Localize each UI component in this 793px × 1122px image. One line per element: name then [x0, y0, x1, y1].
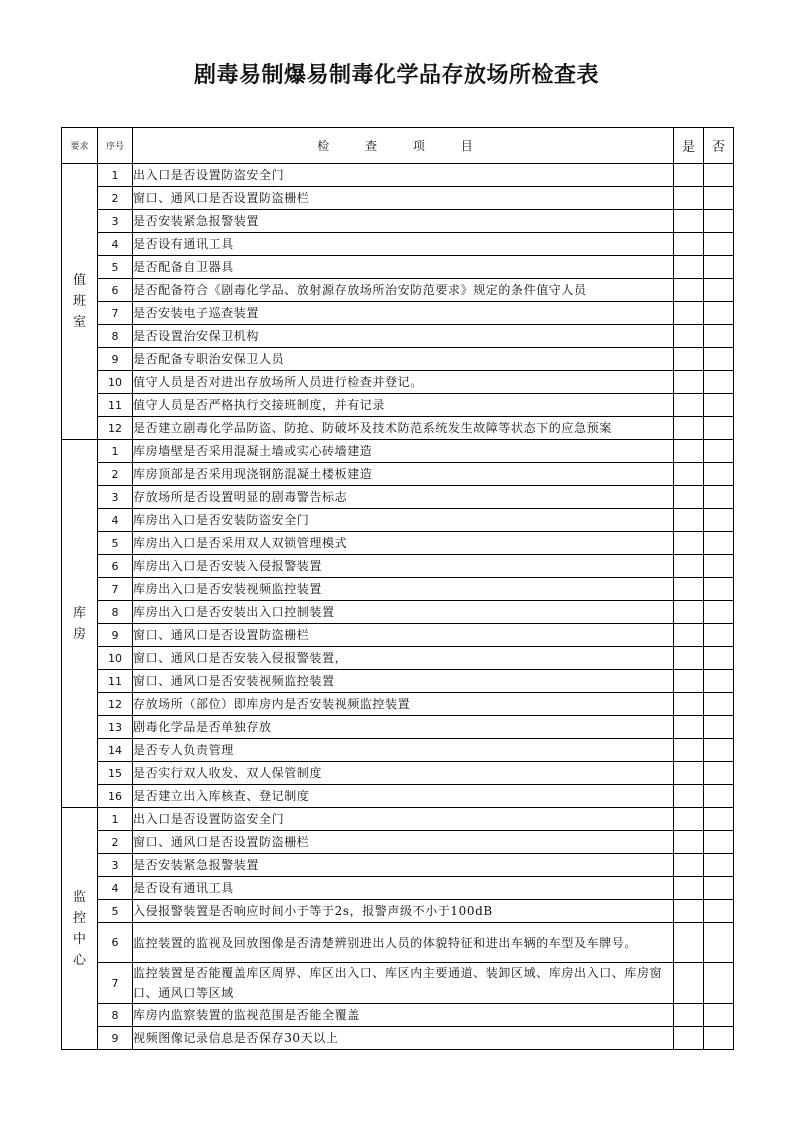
table-row — [62, 624, 734, 647]
row-number: 9 — [98, 624, 133, 647]
check-item-text: 监控装置的监视及回放图像是否清楚辨别进出人员的体貌特征和进出车辆的车型及车牌号。 — [133, 923, 674, 963]
check-yes-cell[interactable] — [674, 233, 704, 256]
check-yes-cell[interactable] — [674, 854, 704, 877]
table-row — [62, 963, 734, 1004]
check-item-text: 是否专人负责管理 — [133, 739, 674, 762]
check-yes-cell[interactable] — [674, 187, 704, 210]
check-item-text: 库房出入口是否安装入侵报警装置 — [133, 555, 674, 578]
check-item-text: 监控装置是否能覆盖库区周界、库区出入口、库区内主要通道、装卸区域、库房出入口、库房窗口、通风口等区域 — [133, 963, 674, 1004]
table-row — [62, 578, 734, 601]
check-no-cell[interactable] — [704, 601, 734, 624]
table-row — [62, 923, 734, 963]
check-yes-cell[interactable] — [674, 963, 704, 1004]
check-yes-cell[interactable] — [674, 601, 704, 624]
check-item-text: 库房出入口是否采用双人双锁管理模式 — [133, 532, 674, 555]
check-yes-cell[interactable] — [674, 877, 704, 900]
table-row — [62, 509, 734, 532]
table-row — [62, 831, 734, 854]
row-number: 16 — [98, 785, 133, 808]
check-item-text: 是否设有通讯工具 — [133, 877, 674, 900]
row-number: 7 — [98, 578, 133, 601]
check-item-text: 出入口是否设置防盗安全门 — [133, 164, 674, 187]
check-item-text: 是否安装紧急报警装置 — [133, 854, 674, 877]
table-body — [62, 164, 734, 1050]
table-row — [62, 440, 734, 463]
check-no-cell[interactable] — [704, 279, 734, 302]
row-number: 5 — [98, 900, 133, 923]
row-number: 13 — [98, 716, 133, 739]
table-row — [62, 187, 734, 210]
table-row — [62, 693, 734, 716]
check-no-cell[interactable] — [704, 785, 734, 808]
section-name: 监控中心 — [72, 889, 86, 968]
row-number: 4 — [98, 233, 133, 256]
check-yes-cell[interactable] — [674, 647, 704, 670]
check-no-cell[interactable] — [704, 348, 734, 371]
table-row — [62, 601, 734, 624]
row-number: 12 — [98, 693, 133, 716]
check-item-text: 出入口是否设置防盗安全门 — [133, 808, 674, 831]
row-number: 15 — [98, 762, 133, 785]
table-row — [62, 348, 734, 371]
row-number: 2 — [98, 463, 133, 486]
check-no-cell[interactable] — [704, 486, 734, 509]
inspection-table — [61, 127, 734, 1050]
check-yes-cell[interactable] — [674, 624, 704, 647]
check-item-text: 是否实行双人收发、双人保管制度 — [133, 762, 674, 785]
check-no-cell[interactable] — [704, 693, 734, 716]
row-number: 4 — [98, 509, 133, 532]
table-row — [62, 394, 734, 417]
table-row — [62, 555, 734, 578]
check-yes-cell[interactable] — [674, 417, 704, 440]
row-number: 9 — [98, 348, 133, 371]
row-number: 4 — [98, 877, 133, 900]
check-yes-cell[interactable] — [674, 463, 704, 486]
table-row — [62, 233, 734, 256]
check-no-cell[interactable] — [704, 302, 734, 325]
check-yes-cell[interactable] — [674, 693, 704, 716]
check-no-cell[interactable] — [704, 463, 734, 486]
check-no-cell[interactable] — [704, 210, 734, 233]
check-no-cell[interactable] — [704, 808, 734, 831]
page-title: 剧毒易制爆易制毒化学品存放场所检查表 — [193, 63, 599, 88]
section-name: 库房 — [72, 605, 86, 642]
table-row — [62, 877, 734, 900]
check-item-text: 库房出入口是否安装视频监控装置 — [133, 578, 674, 601]
section-label — [62, 808, 98, 1050]
check-no-cell[interactable] — [704, 670, 734, 693]
check-item-text: 值守人员是否对进出存放场所人员进行检查并登记。 — [133, 371, 674, 394]
row-number: 3 — [98, 854, 133, 877]
table-header-row — [62, 128, 734, 164]
row-number: 8 — [98, 325, 133, 348]
check-yes-cell[interactable] — [674, 486, 704, 509]
row-number: 10 — [98, 371, 133, 394]
check-item-text: 存放场所是否设置明显的剧毒警告标志 — [133, 486, 674, 509]
row-number: 1 — [98, 440, 133, 463]
check-yes-cell[interactable] — [674, 394, 704, 417]
section-name: 值班室 — [72, 273, 86, 330]
check-no-cell[interactable] — [704, 509, 734, 532]
check-no-cell[interactable] — [704, 1004, 734, 1027]
check-no-cell[interactable] — [704, 256, 734, 279]
check-item-text: 库房出入口是否安装出入口控制装置 — [133, 601, 674, 624]
check-item-text: 是否配备专职治安保卫人员 — [133, 348, 674, 371]
table-row — [62, 716, 734, 739]
check-item-text: 窗口、通风口是否安装视频监控装置 — [133, 670, 674, 693]
check-item-text: 入侵报警装置是否响应时间小于等于2s，报警声级不小于100dB — [133, 900, 674, 923]
row-number: 2 — [98, 831, 133, 854]
check-no-cell[interactable] — [704, 187, 734, 210]
row-number: 2 — [98, 187, 133, 210]
check-yes-cell[interactable] — [674, 1004, 704, 1027]
table-row — [62, 256, 734, 279]
row-number: 7 — [98, 302, 133, 325]
table-row — [62, 371, 734, 394]
check-item-text: 是否安装电子巡查装置 — [133, 302, 674, 325]
check-no-cell[interactable] — [704, 900, 734, 923]
row-number: 11 — [98, 670, 133, 693]
row-number: 11 — [98, 394, 133, 417]
check-yes-cell[interactable] — [674, 670, 704, 693]
check-yes-cell[interactable] — [674, 532, 704, 555]
check-yes-cell[interactable] — [674, 371, 704, 394]
check-no-cell[interactable] — [704, 164, 734, 187]
check-yes-cell[interactable] — [674, 716, 704, 739]
check-yes-cell[interactable] — [674, 164, 704, 187]
row-number: 9 — [98, 1027, 133, 1050]
table-row — [62, 739, 734, 762]
check-no-cell[interactable] — [704, 923, 734, 963]
check-item-text: 库房出入口是否安装防盗安全门 — [133, 509, 674, 532]
check-item-text: 视频图像记录信息是否保存30天以上 — [133, 1027, 674, 1050]
header-requirement: 要求 — [62, 128, 98, 164]
check-item-text: 窗口、通风口是否安装入侵报警装置， — [133, 647, 674, 670]
check-no-cell[interactable] — [704, 394, 734, 417]
check-item-text: 库房顶部是否采用现浇钢筋混凝土楼板建造 — [133, 463, 674, 486]
header-item: 检 查 项 目 — [133, 128, 674, 164]
check-item-text: 窗口、通风口是否设置防盗栅栏 — [133, 624, 674, 647]
row-number: 8 — [98, 601, 133, 624]
check-yes-cell[interactable] — [674, 1027, 704, 1050]
check-yes-cell[interactable] — [674, 210, 704, 233]
row-number: 6 — [98, 279, 133, 302]
check-no-cell[interactable] — [704, 440, 734, 463]
check-no-cell[interactable] — [704, 417, 734, 440]
check-no-cell[interactable] — [704, 233, 734, 256]
check-item-text: 窗口、通风口是否设置防盗栅栏 — [133, 831, 674, 854]
table-row — [62, 463, 734, 486]
row-number: 14 — [98, 739, 133, 762]
table-row — [62, 785, 734, 808]
row-number: 6 — [98, 555, 133, 578]
check-no-cell[interactable] — [704, 854, 734, 877]
table-row — [62, 854, 734, 877]
check-no-cell[interactable] — [704, 739, 734, 762]
section-label — [62, 164, 98, 440]
check-no-cell[interactable] — [704, 1027, 734, 1050]
check-yes-cell[interactable] — [674, 348, 704, 371]
table-row — [62, 486, 734, 509]
check-no-cell[interactable] — [704, 578, 734, 601]
table-row — [62, 210, 734, 233]
table-row — [62, 1004, 734, 1027]
check-yes-cell[interactable] — [674, 739, 704, 762]
table-row — [62, 808, 734, 831]
row-number: 5 — [98, 532, 133, 555]
check-yes-cell[interactable] — [674, 279, 704, 302]
check-no-cell[interactable] — [704, 555, 734, 578]
check-item-text: 值守人员是否严格执行交接班制度，并有记录 — [133, 394, 674, 417]
check-yes-cell[interactable] — [674, 578, 704, 601]
check-no-cell[interactable] — [704, 647, 734, 670]
check-item-text: 存放场所（部位）即库房内是否安装视频监控装置 — [133, 693, 674, 716]
check-yes-cell[interactable] — [674, 509, 704, 532]
check-yes-cell[interactable] — [674, 808, 704, 831]
table-row — [62, 279, 734, 302]
row-number: 1 — [98, 164, 133, 187]
check-item-text: 是否配备符合《剧毒化学品、放射源存放场所治安防范要求》规定的条件值守人员 — [133, 279, 674, 302]
row-number: 10 — [98, 647, 133, 670]
header-no: 否 — [704, 128, 734, 164]
check-no-cell[interactable] — [704, 624, 734, 647]
table-row — [62, 670, 734, 693]
check-no-cell[interactable] — [704, 831, 734, 854]
check-item-text: 是否建立出入库核查、登记制度 — [133, 785, 674, 808]
section-label — [62, 440, 98, 808]
check-yes-cell[interactable] — [674, 762, 704, 785]
row-number: 6 — [98, 923, 133, 963]
check-item-text: 库房内监察装置的监视范围是否能全覆盖 — [133, 1004, 674, 1027]
check-yes-cell[interactable] — [674, 440, 704, 463]
row-number: 7 — [98, 963, 133, 1004]
check-item-text: 库房墙壁是否采用混凝土墙或实心砖墙建造 — [133, 440, 674, 463]
row-number: 1 — [98, 808, 133, 831]
check-item-text: 剧毒化学品是否单独存放 — [133, 716, 674, 739]
check-item-text: 是否配备自卫器具 — [133, 256, 674, 279]
check-yes-cell[interactable] — [674, 785, 704, 808]
check-no-cell[interactable] — [704, 963, 734, 1004]
check-item-text: 是否设置治安保卫机构 — [133, 325, 674, 348]
check-item-text: 窗口、通风口是否设置防盗栅栏 — [133, 187, 674, 210]
check-no-cell[interactable] — [704, 325, 734, 348]
check-yes-cell[interactable] — [674, 325, 704, 348]
table-row — [62, 302, 734, 325]
check-item-text: 是否建立剧毒化学品防盗、防抢、防破坏及技术防范系统发生故障等状态下的应急预案 — [133, 417, 674, 440]
table-row — [62, 164, 734, 187]
row-number: 5 — [98, 256, 133, 279]
table-row — [62, 900, 734, 923]
check-yes-cell[interactable] — [674, 302, 704, 325]
table-row — [62, 647, 734, 670]
check-item-text: 是否安装紧急报警装置 — [133, 210, 674, 233]
header-seq: 序号 — [98, 128, 133, 164]
table-row — [62, 1027, 734, 1050]
check-no-cell[interactable] — [704, 877, 734, 900]
check-no-cell[interactable] — [704, 762, 734, 785]
check-yes-cell[interactable] — [674, 555, 704, 578]
row-number: 8 — [98, 1004, 133, 1027]
check-yes-cell[interactable] — [674, 256, 704, 279]
row-number: 12 — [98, 417, 133, 440]
check-no-cell[interactable] — [704, 716, 734, 739]
check-yes-cell[interactable] — [674, 831, 704, 854]
check-yes-cell[interactable] — [674, 923, 704, 963]
table-row — [62, 762, 734, 785]
check-yes-cell[interactable] — [674, 900, 704, 923]
table-row — [62, 532, 734, 555]
check-no-cell[interactable] — [704, 371, 734, 394]
row-number: 3 — [98, 486, 133, 509]
header-yes: 是 — [674, 128, 704, 164]
check-item-text: 是否设有通讯工具 — [133, 233, 674, 256]
table-row — [62, 325, 734, 348]
row-number: 3 — [98, 210, 133, 233]
table-row — [62, 417, 734, 440]
check-no-cell[interactable] — [704, 532, 734, 555]
